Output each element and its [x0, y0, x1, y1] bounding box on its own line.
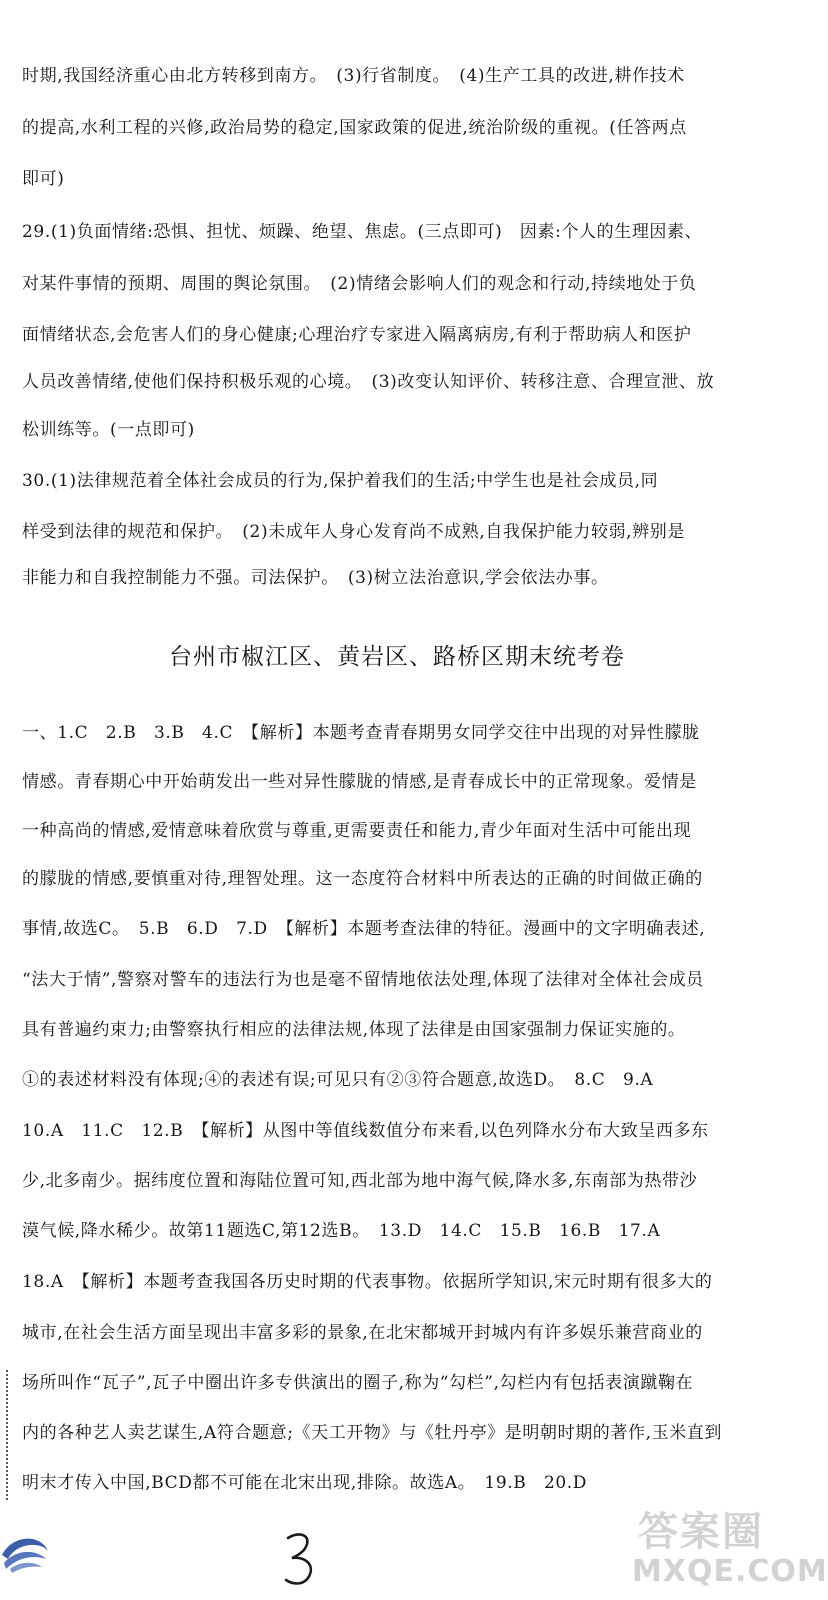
- text-line: 少,北多南少。据纬度位置和海陆位置可知,西北部为地中海气候,降水多,东南部为热带沙: [22, 1171, 698, 1191]
- text-line: 场所叫作“瓦子”,瓦子中圈出许多专供演出的圈子,称为“勾栏”,勾栏内有包括表演蹴鞠在: [22, 1373, 694, 1393]
- text-line: 时期,我国经济重心由北方转移到南方。 (3)行省制度。 (4)生产工具的改进,耕作技术: [22, 66, 685, 86]
- text-line: 18.A 【解析】本题考查我国各历史时期的代表事物。依据所学知识,宋元时期有很多大的: [22, 1272, 713, 1292]
- text-line: 人员改善情绪,使他们保持积极乐观的心境。 (3)改变认知评价、转移注意、合理宣泄、放: [22, 372, 715, 392]
- text-line: 内的各种艺人卖艺谋生,A符合题意;《天工开物》与《牡丹亭》是明朝时期的著作,玉米直到: [22, 1423, 723, 1443]
- text-line: 松训练等。(一点即可): [22, 420, 195, 440]
- text-line: “法大于情”,警察对警车的违法行为也是毫不留情地依法处理,体现了法律对全体社会成员: [22, 970, 704, 990]
- answer-30-line: 30.(1)法律规范着全体社会成员的行为,保护着我们的生活;中学生也是社会成员,同: [22, 471, 659, 491]
- text-line: 即可): [22, 169, 65, 189]
- text-line: 一种高尚的情感,爱情意味着欣赏与尊重,更需要责任和能力,青少年面对生活中可能出现: [22, 821, 692, 841]
- answer-29-line: 29.(1)负面情绪:恐惧、担忧、烦躁、绝望、焦虑。(三点即可) 因素:个人的生理因素、: [22, 222, 703, 242]
- section-title: 台州市椒江区、黄岩区、路桥区期末统考卷: [169, 644, 625, 670]
- binding-margin-dots: [6, 1370, 10, 1500]
- text-line: 情感。青春期心中开始萌发出一些对异性朦胧的情感,是青春成长中的正常现象。爱情是: [22, 772, 697, 792]
- text-line: 漠气候,降水稀少。故第11题选C,第12选B。 13.D 14.C 15.B 16.B 17.A: [22, 1221, 661, 1241]
- watermark-logo-text: 答案圈: [638, 1509, 764, 1555]
- text-line: 对某件事情的预期、周围的舆论氛围。 (2)情绪会影响人们的观念和行动,持续地处于负: [22, 274, 697, 294]
- text-line: ①的表述材料没有体现;④的表述有误;可见只有②③符合题意,故选D。 8.C 9.A: [22, 1070, 654, 1090]
- text-line: 非能力和自我控制能力不强。司法保护。 (3)树立法治意识,学会依法办事。: [22, 568, 609, 588]
- text-line: 样受到法律的规范和保护。 (2)未成年人身心发育尚不成熟,自我保护能力较弱,辨别是: [22, 522, 685, 542]
- text-line: 的提高,水利工程的兴修,政治局势的稳定,国家政策的促进,统治阶级的重视。(任答两点: [22, 118, 687, 138]
- text-line: 具有普遍约束力;由警察执行相应的法律法规,体现了法律是由国家强制力保证实施的。: [22, 1020, 686, 1040]
- watermark: [626, 1498, 828, 1594]
- text-line: 城市,在社会生活方面呈现出丰富多彩的景象,在北宋都城开封城内有许多娱乐兼营商业的: [22, 1323, 703, 1343]
- corner-swirl-icon: [0, 1525, 52, 1575]
- text-line: 面情绪状态,会危害人们的身心健康;心理治疗专家进入隔离病房,有利于帮助病人和医护: [22, 325, 692, 345]
- text-line: 明末才传入中国,BCD都不可能在北宋出现,排除。故选A。 19.B 20.D: [22, 1473, 588, 1493]
- text-line: 事情,故选C。 5.B 6.D 7.D 【解析】本题考查法律的特征。漫画中的文字明确表述,: [22, 919, 706, 939]
- text-line: 一、1.C 2.B 3.B 4.C 【解析】本题考查青春期男女同学交往中出现的对异性朦胧: [22, 723, 700, 743]
- text-line: 的朦胧的情感,要慎重对待,理智处理。这一态度符合材料中所表达的正确的时间做正确的: [22, 869, 703, 889]
- handwritten-page-number: [282, 1530, 322, 1590]
- watermark-url: MXQE.COM: [632, 1554, 828, 1589]
- text-line: 10.A 11.C 12.B 【解析】从图中等值线数值分布来看,以色列降水分布大致呈西多东: [22, 1121, 709, 1141]
